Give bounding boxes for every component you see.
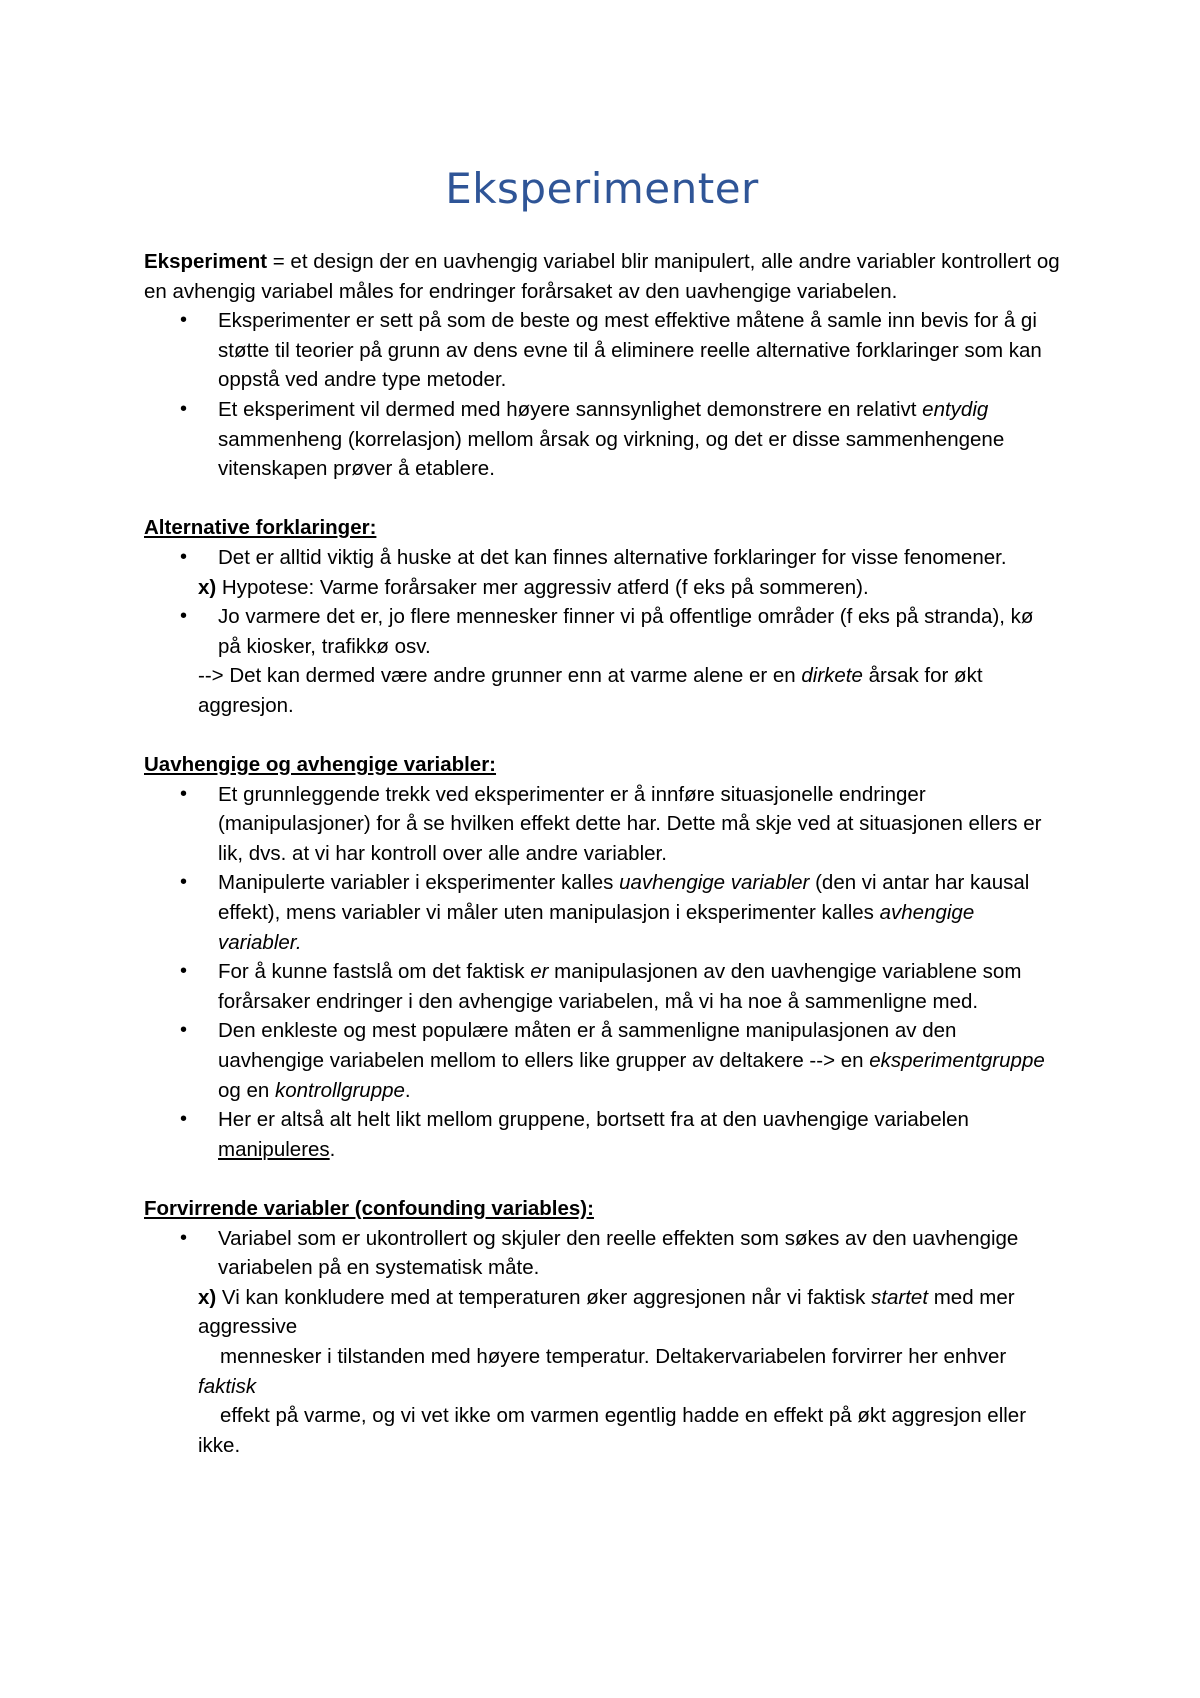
- page-title: Eksperimenter: [445, 164, 759, 213]
- bullet-icon: •: [180, 1108, 188, 1131]
- bullet-icon: •: [180, 782, 188, 805]
- example-line-2: mennesker i tilstanden med høyere temperatur. Deltakervariabelen forvirrer her enhver faktisk: [198, 1344, 1007, 1398]
- list-item: • Et grunnleggende trekk ved eksperimenter er å innføre situasjonelle endringer (manipulasjoner) for å se hvilken effekt dette har. Dette må skje ved at situasjonen ellers er lik, dvs. at vi har kontroll over alle andre variabler.: [144, 780, 1060, 869]
- bullet-icon: •: [180, 605, 188, 628]
- section-heading-alternative: Alternative forklaringer:: [144, 516, 377, 540]
- list-item: • Eksperimenter er sett på som de beste og mest effektive måtene å samle inn bevis for å gi støtte til teorier på grunn av dens evne til å eliminere reelle alternative forklaringer som kan oppstå ved andre type metoder.: [144, 306, 1060, 395]
- intro-paragraph: [144, 247, 1060, 306]
- section2-bullet-list: [144, 780, 1060, 1165]
- bullet-icon: •: [180, 1019, 188, 1042]
- bullet-icon: •: [180, 960, 188, 983]
- bullet-icon: •: [180, 1226, 188, 1249]
- list-item: • Den enkleste og mest populære måten er å sammenligne manipulasjonen av den uavhengige variabelen mellom to ellers like grupper av deltakere --> en eksperimentgruppe og en kontrollgruppe.: [144, 1016, 1060, 1105]
- example-line-1: x) Vi kan konkludere med at temperaturen øker aggresjonen når vi faktisk startet med mer aggressive: [198, 1285, 1015, 1339]
- section-heading-variables: Uavhengige og avhengige variabler:: [144, 753, 497, 777]
- bullet-icon: •: [180, 397, 188, 420]
- section1-bullet-list: [144, 543, 1060, 573]
- conclusion-line: --> Det kan dermed være andre grunner enn at varme alene er en dirkete årsak for økt aggresjon.: [198, 664, 983, 717]
- list-item: • Her er altså alt helt likt mellom gruppene, bortsett fra at den uavhengige variabelen manipuleres.: [144, 1105, 1060, 1164]
- list-item: • Manipulerte variabler i eksperimenter kalles uavhengige variabler (den vi antar har kausal effekt), mens variabler vi måler uten manipulasjon i eksperimenter kalles avhengige variabler.: [144, 868, 1060, 957]
- intro-term: Eksperiment: [144, 250, 268, 273]
- intro-text: = et design der en uavhengig variabel blir manipulert, alle andre variabler kontrollert og en avhengig variabel måles for endringer forårsaket av den uavhengige variabelen.: [144, 250, 1060, 303]
- spacer: [144, 721, 1060, 751]
- section1-bullet-list-2: [144, 602, 1060, 661]
- example-line: x) Hypotese: Varme forårsaker mer aggressiv atferd (f eks på sommeren).: [198, 575, 869, 599]
- bullet-icon: •: [180, 871, 188, 894]
- bullet-icon: •: [180, 545, 188, 568]
- list-item: • Det er alltid viktig å huske at det kan finnes alternative forklaringer for visse fenomener.: [144, 543, 1060, 573]
- section3-bullet-list: [144, 1224, 1060, 1283]
- list-item: • Jo varmere det er, jo flere mennesker finner vi på offentlige områder (f eks på stranda), kø på kiosker, trafikkø osv.: [144, 602, 1060, 661]
- spacer: [144, 1164, 1060, 1194]
- spacer: [144, 484, 1060, 514]
- intro-bullet-list: [144, 306, 1060, 484]
- bullet-icon: •: [180, 309, 188, 332]
- list-item: • For å kunne fastslå om det faktisk er manipulasjonen av den uavhengige variablene som forårsaker endringer i den avhengige variabelen, må vi ha noe å sammenligne med.: [144, 957, 1060, 1016]
- list-item: • Et eksperiment vil dermed med høyere sannsynlighet demonstrere en relativt entydig sammenheng (korrelasjon) mellom årsak og virkning, og det er disse sammenhengene vitenskapen prøver å etablere.: [144, 395, 1060, 484]
- example-line-3: effekt på varme, og vi vet ikke om varmen egentlig hadde en effekt på økt aggresjon eller ikke.: [198, 1404, 1027, 1457]
- list-item: • Variabel som er ukontrollert og skjuler den reelle effekten som søkes av den uavhengige variabelen på en systematisk måte.: [144, 1224, 1060, 1283]
- section-heading-confounding: Forvirrende variabler (confounding variables):: [144, 1197, 594, 1220]
